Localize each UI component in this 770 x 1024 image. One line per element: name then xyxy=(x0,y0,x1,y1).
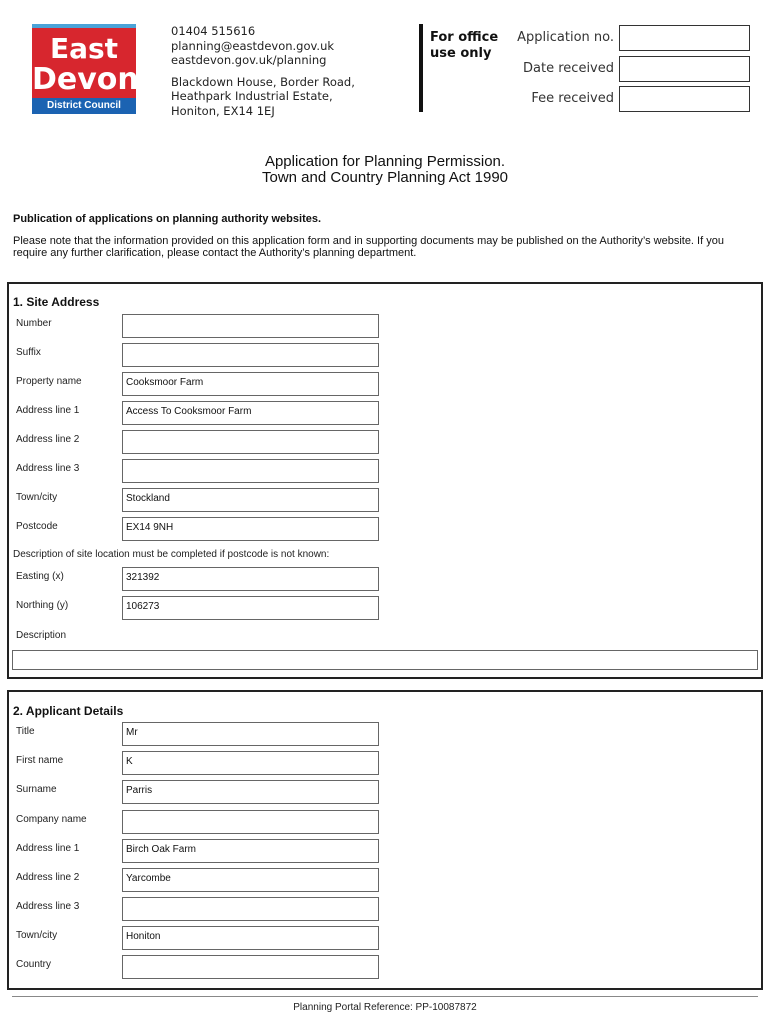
form-title xyxy=(0,154,770,186)
contact-web: eastdevon.gov.uk/planning xyxy=(171,53,327,67)
applicant-town-label: Town/city xyxy=(16,930,58,941)
contact-address-line: Heathpark Industrial Estate, xyxy=(171,89,333,103)
contact-phone: 01404 515616 xyxy=(171,24,256,38)
applicant-address-line2-field[interactable]: Yarcombe xyxy=(122,868,379,892)
logo-text-east: East xyxy=(49,32,119,65)
date-received-field[interactable] xyxy=(619,56,750,82)
property-name-label: Property name xyxy=(16,376,82,387)
applicant-address-line3-label: Address line 3 xyxy=(16,901,80,912)
site-location-note: Description of site location must be completed if postcode is not known: xyxy=(13,549,330,560)
site-postcode-field[interactable]: EX14 9NH xyxy=(122,517,379,541)
applicant-country-field[interactable] xyxy=(122,955,379,979)
site-postcode-label: Postcode xyxy=(16,521,58,532)
site-address-line2-label: Address line 2 xyxy=(16,434,80,445)
site-description-field[interactable] xyxy=(12,650,758,670)
site-address-line1-label: Address line 1 xyxy=(16,405,80,416)
site-description-label: Description xyxy=(16,630,67,641)
first-name-label: First name xyxy=(16,755,64,766)
publication-text: Please note that the information provided on this application form and in supporting documents may be published on the Authority’s website. If you require any further clarification, please contact the Authority’s planning department. xyxy=(13,235,724,259)
applicant-title-field[interactable]: Mr xyxy=(122,722,379,746)
site-number-field[interactable] xyxy=(122,314,379,338)
application-no-field[interactable] xyxy=(619,25,750,51)
site-address-line3-field[interactable] xyxy=(122,459,379,483)
first-name-field[interactable]: K xyxy=(122,751,379,775)
contact-email: planning@eastdevon.gov.uk xyxy=(171,38,335,53)
site-address-heading: 1. Site Address xyxy=(13,295,100,309)
applicant-town-field[interactable]: Honiton xyxy=(122,926,379,950)
surname-label: Surname xyxy=(16,784,57,795)
applicant-address-line1-label: Address line 1 xyxy=(16,843,80,854)
applicant-address-line1-field[interactable]: Birch Oak Farm xyxy=(122,839,379,863)
applicant-title-label: Title xyxy=(16,726,35,737)
property-name-field[interactable]: Cooksmoor Farm xyxy=(122,372,379,396)
publication-heading: Publication of applications on planning authority websites. xyxy=(13,213,322,225)
site-address-line1-field[interactable]: Access To Cooksmoor Farm xyxy=(122,401,379,425)
site-address-section xyxy=(7,282,763,679)
applicant-country-label: Country xyxy=(16,959,52,970)
office-use-title: For office use only xyxy=(430,30,499,61)
fee-received-field[interactable] xyxy=(619,86,750,112)
form-title-line2: Town and Country Planning Act 1990 xyxy=(262,169,508,186)
site-address-line3-label: Address line 3 xyxy=(16,463,80,474)
site-address-line2-field[interactable] xyxy=(122,430,379,454)
footer-divider xyxy=(12,996,758,997)
applicant-details-heading: 2. Applicant Details xyxy=(13,704,124,718)
logo-text-devon: Devon xyxy=(32,62,139,97)
site-town-field[interactable]: Stockland xyxy=(122,488,379,512)
application-no-label: Application no. xyxy=(517,30,614,45)
company-name-field[interactable] xyxy=(122,810,379,834)
contact-address-line: Blackdown House, Border Road, xyxy=(171,74,355,89)
logo-text-council: District Council xyxy=(47,100,121,111)
surname-field[interactable]: Parris xyxy=(122,780,379,804)
northing-label: Northing (y) xyxy=(16,600,69,611)
northing-field[interactable]: 106273 xyxy=(122,596,379,620)
fee-received-label: Fee received xyxy=(531,91,614,106)
contact-details xyxy=(171,24,355,118)
office-divider xyxy=(419,24,423,112)
form-title-line1: Application for Planning Permission. xyxy=(264,153,506,170)
site-suffix-field[interactable] xyxy=(122,343,379,367)
easting-field[interactable]: 321392 xyxy=(122,567,379,591)
applicant-address-line3-field[interactable] xyxy=(122,897,379,921)
applicant-address-line2-label: Address line 2 xyxy=(16,872,80,883)
site-suffix-label: Suffix xyxy=(16,347,41,358)
company-name-label: Company name xyxy=(16,814,87,825)
date-received-label: Date received xyxy=(523,61,614,76)
east-devon-logo xyxy=(32,24,139,114)
easting-label: Easting (x) xyxy=(16,571,64,582)
planning-portal-reference: Planning Portal Reference: PP-10087872 xyxy=(293,1002,477,1013)
applicant-details-section xyxy=(7,690,763,990)
site-number-label: Number xyxy=(16,318,52,329)
contact-address-line: Honiton, EX14 1EJ xyxy=(171,103,275,118)
site-town-label: Town/city xyxy=(16,492,58,503)
